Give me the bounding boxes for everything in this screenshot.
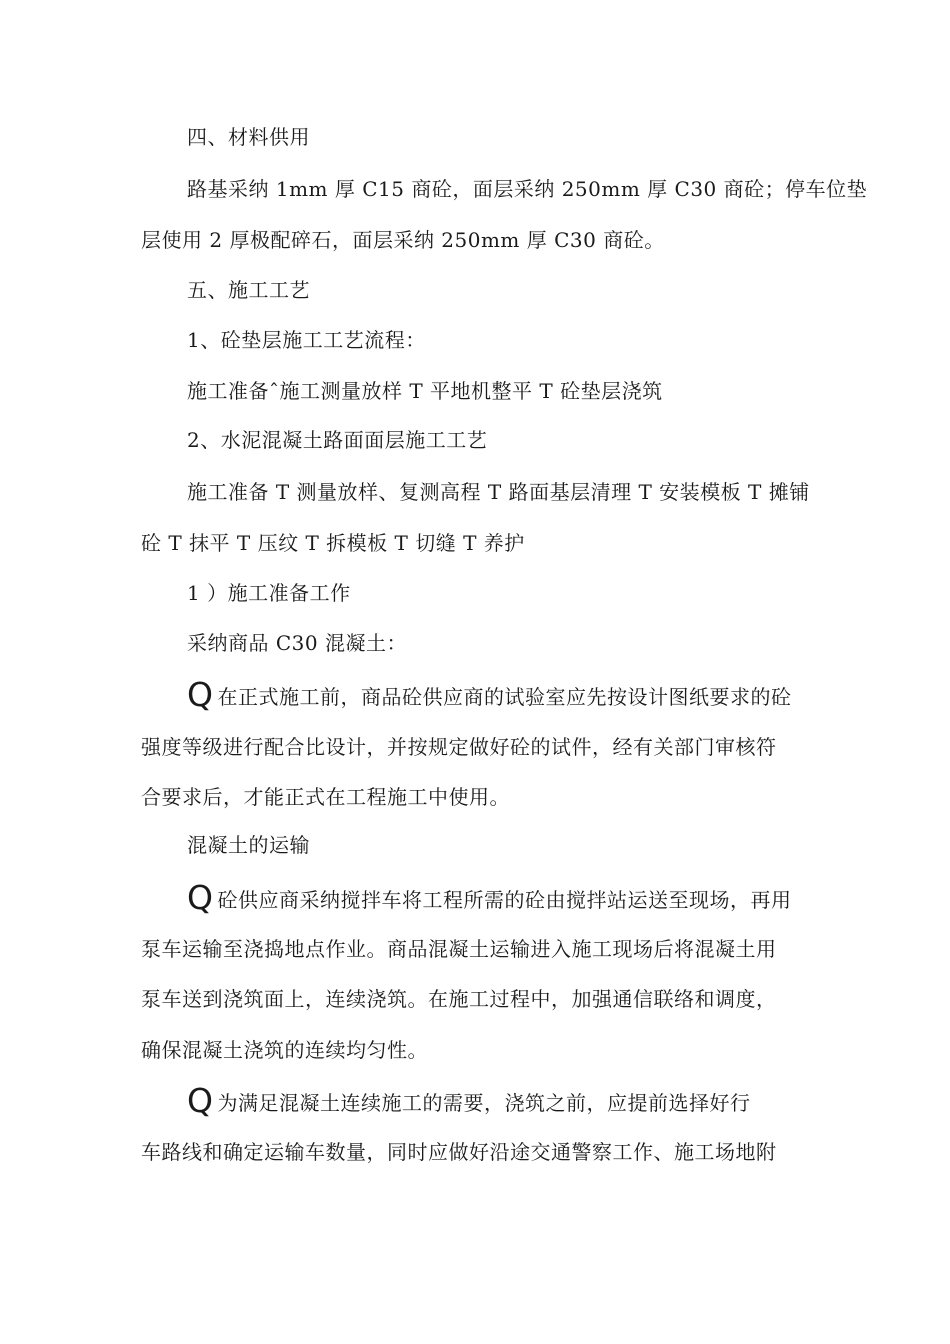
bullet-paragraph-line [0, 675, 950, 714]
paragraph-text: 砼供应商采纳搅拌车将工程所需的砼由搅拌站运送至现场，再用 [217, 888, 792, 912]
paragraph-line: 层使用 2 厚极配碎石，面层采纳 250mm 厚 C30 商砼。 [141, 228, 665, 252]
bullet-q-icon: Q [187, 878, 214, 917]
section-heading-materials: 四、材料供用 [187, 125, 310, 149]
bullet-paragraph-line [0, 878, 950, 917]
paragraph-line: 强度等级进行配合比设计，并按规定做好砼的试件，经有关部门审核符 [141, 735, 777, 759]
paragraph-line: 泵车运输至浇捣地点作业。商品混凝土运输进入施工现场后将混凝土用 [141, 937, 777, 961]
bullet-q-icon: Q [187, 675, 214, 714]
subheading-cushion-process: 1、砼垫层施工工艺流程： [187, 328, 426, 352]
paragraph-line: 泵车送到浇筑面上，连续浇筑。在施工过程中，加强通信联络和调度， [141, 987, 777, 1011]
process-flow-line: 施工准备 T 测量放样、复测高程 T 路面基层清理 T 安装模板 T 摊铺 [187, 480, 810, 504]
process-flow-line: 施工准备ˆ施工测量放样 T 平地机整平 T 砼垫层浇筑 [187, 379, 663, 403]
bullet-q-icon: Q [187, 1081, 214, 1120]
paragraph-text: 为满足混凝土连续施工的需要，浇筑之前，应提前选择好行 [217, 1091, 751, 1115]
bullet-paragraph-line [0, 1081, 950, 1120]
subheading-preparation: 1 ）施工准备工作 [187, 581, 351, 605]
paragraph-line: 合要求后，才能正式在工程施工中使用。 [141, 785, 510, 809]
paragraph-line: 确保混凝土浇筑的连续均匀性。 [141, 1038, 428, 1062]
section-heading-process: 五、施工工艺 [187, 278, 310, 302]
paragraph-line: 车路线和确定运输车数量，同时应做好沿途交通警察工作、施工场地附 [141, 1140, 777, 1164]
subheading-transport: 混凝土的运输 [187, 833, 310, 857]
subheading-c30-concrete: 采纳商品 C30 混凝土： [187, 631, 407, 655]
paragraph-text: 在正式施工前，商品砼供应商的试验室应先按设计图纸要求的砼 [217, 685, 792, 709]
process-flow-line: 砼 T 抹平 T 压纹 T 拆模板 T 切缝 T 养护 [141, 531, 525, 555]
subheading-pavement-process: 2、水泥混凝土路面面层施工工艺 [187, 428, 488, 452]
paragraph-line: 路基采纳 1mm 厚 C15 商砼，面层采纳 250mm 厚 C30 商砼；停车位垫 [187, 177, 868, 201]
